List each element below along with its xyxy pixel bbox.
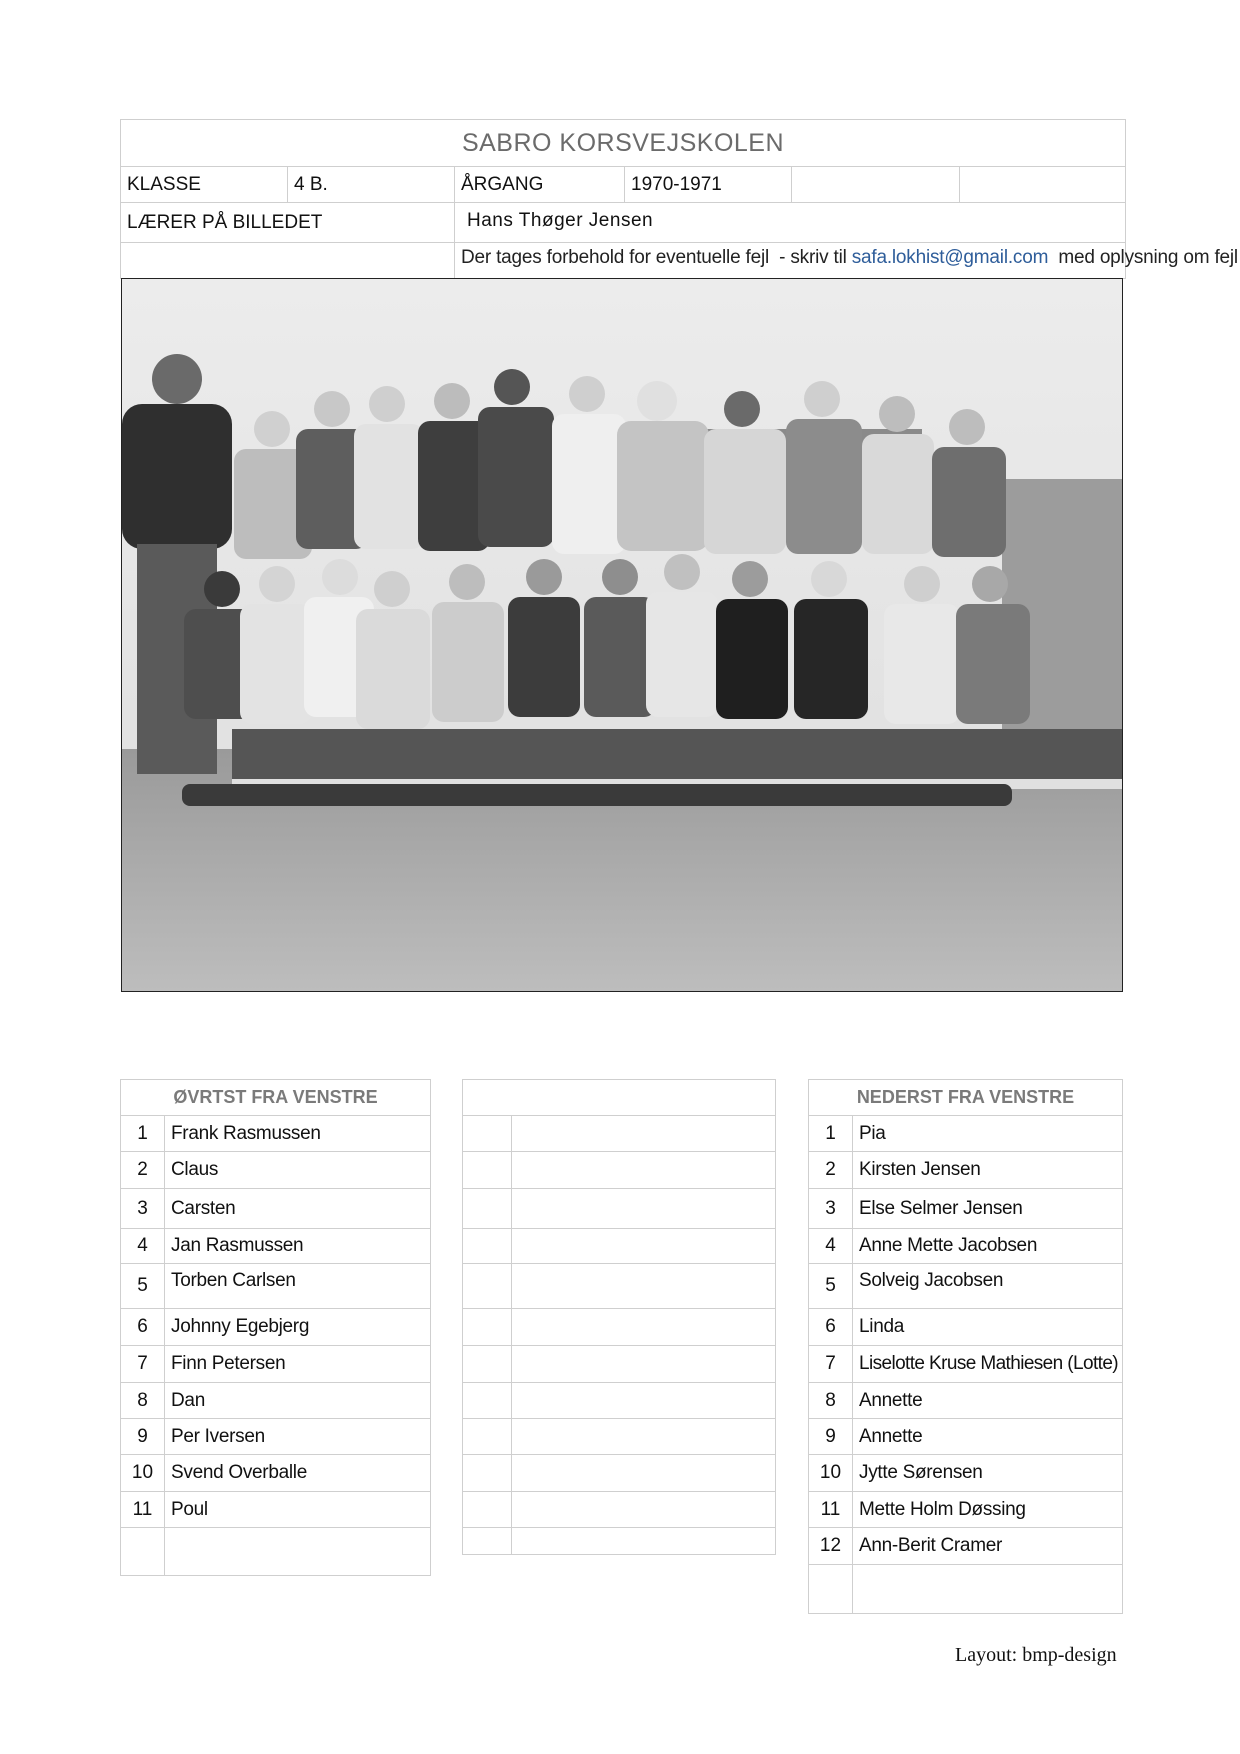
pupil-name: Poul [171,1498,208,1520]
row-number [463,1492,512,1527]
pupil-name: Annette [859,1389,923,1411]
pupil-name: Linda [859,1316,904,1337]
table-row [463,1383,775,1419]
empty-cell [960,167,1127,202]
table-row [463,1309,775,1346]
pupil-name: Liselotte Kruse Mathiesen (Lotte) [859,1353,1119,1374]
row-number: 4 [809,1229,853,1263]
pupil-name: Kirsten Jensen [859,1159,981,1180]
row-number: 12 [809,1528,853,1564]
table-row [809,1152,1122,1189]
class-label: KLASSE [121,167,288,202]
row-number [463,1152,512,1188]
pupil-name: Mette Holm Døssing [859,1498,1026,1520]
row-number: 4 [121,1229,165,1263]
table-row [809,1189,1122,1229]
table-row [121,1419,430,1455]
class-value: 4 B. [288,167,455,202]
table-row [121,1383,430,1419]
row-number [463,1528,512,1554]
class-photo [121,278,1123,992]
empty-cell [792,167,960,202]
row-number [809,1565,853,1613]
pupil-name: Solveig Jacobsen [859,1270,1004,1291]
pupil-name: Else Selmer Jensen [859,1197,1023,1219]
teacher-label: LÆRER PÅ BILLEDET [121,203,455,242]
row-number: 3 [809,1189,853,1228]
table-row [463,1528,775,1554]
row-number: 5 [809,1264,853,1308]
table-row [121,1492,430,1528]
row-number [463,1419,512,1454]
row-number: 1 [809,1116,853,1151]
middle-table [462,1079,776,1555]
shoes [182,784,1012,806]
row-number: 6 [121,1309,165,1345]
disclaimer-text: Der tages forbehold for eventuelle fejl - skriv til [461,247,852,268]
pupil-name: Ann-Berit Cramer [859,1535,1003,1556]
table-row [809,1116,1122,1152]
table-row [809,1419,1122,1455]
row-number [463,1346,512,1382]
table-row [121,1189,430,1229]
bottom-row-heading: NEDERST FRA VENSTRE [809,1080,1122,1116]
row-number: 10 [121,1455,165,1491]
table-row [463,1419,775,1455]
row-number [463,1383,512,1418]
year-label: ÅRGANG [455,167,625,202]
school-title: SABRO KORSVEJSKOLEN [121,120,1125,167]
row-number [463,1264,512,1308]
row-number: 5 [121,1264,165,1308]
table-row [463,1346,775,1383]
row-number: 9 [809,1419,853,1454]
pupil-name: Dan [171,1389,205,1411]
pupil-name: Svend Overballe [171,1462,307,1483]
row-number [121,1528,165,1575]
table-row [463,1189,775,1229]
pupil-name: Johnny Egebjerg [171,1316,310,1337]
table-row [809,1383,1122,1419]
row-number [463,1455,512,1491]
row-number: 8 [809,1383,853,1418]
row-number [463,1309,512,1345]
disclaimer [455,243,1238,279]
teacher-name: Hans Thøger Jensen [467,209,654,231]
table-row [809,1346,1122,1383]
teacher-row [121,203,1125,243]
row-number: 8 [121,1383,165,1418]
table-row [809,1229,1122,1264]
row-number: 7 [121,1346,165,1382]
table-row [121,1152,430,1189]
empty-cell [121,243,455,279]
disclaimer-text-end: med oplysning om fejl [1048,247,1238,268]
middle-heading [463,1080,775,1116]
pupil-name: Carsten [171,1197,236,1219]
row-number: 9 [121,1419,165,1454]
table-row [463,1264,775,1309]
header-table [120,119,1238,279]
row-number: 7 [809,1346,853,1382]
pupil-name: Anne Mette Jacobsen [859,1235,1038,1256]
table-row [463,1229,775,1264]
row-number [463,1229,512,1263]
row-number [463,1116,512,1151]
table-row [121,1346,430,1383]
row-number: 11 [809,1492,853,1527]
row-number: 1 [121,1116,165,1151]
table-row [809,1528,1122,1565]
row-number [463,1189,512,1228]
pupil-name: Jytte Sørensen [859,1462,983,1483]
pupil-name: Torben Carlsen [171,1270,296,1291]
pupil-name: Per Iversen [171,1425,265,1447]
row-number: 10 [809,1455,853,1491]
top-row-heading: ØVRTST FRA VENSTRE [121,1080,430,1116]
layout-credit: Layout: bmp-design [955,1644,1117,1666]
table-row [463,1152,775,1189]
pupil-name: Frank Rasmussen [171,1122,321,1144]
class-photo-illustration [122,279,1122,991]
table-row [463,1492,775,1528]
pupil-name: Pia [859,1122,886,1144]
table-row [121,1264,430,1309]
table-row [809,1565,1122,1613]
email-link[interactable]: safa.lokhist@gmail.com [851,247,1049,268]
table-row [121,1528,430,1575]
table-row [809,1492,1122,1528]
row-number: 2 [809,1152,853,1188]
disclaimer-row [121,243,1238,279]
table-row [809,1455,1122,1492]
table-row [809,1309,1122,1346]
pupil-name: Claus [171,1159,219,1180]
table-row [121,1229,430,1264]
row-number: 3 [121,1189,165,1228]
row-number: 6 [809,1309,853,1345]
year-value: 1970-1971 [625,167,792,202]
bottom-row-table [808,1079,1123,1614]
table-row [121,1116,430,1152]
pupil-name: Jan Rasmussen [171,1235,304,1256]
row-number: 2 [121,1152,165,1188]
table-row [463,1116,775,1152]
table-row [121,1455,430,1492]
top-row-table [120,1079,431,1576]
pupil-name: Finn Petersen [171,1353,286,1374]
class-year-row [121,167,1125,203]
table-row [809,1264,1122,1309]
table-row [121,1309,430,1346]
row-number: 11 [121,1492,165,1527]
table-row [463,1455,775,1492]
pupil-name: Annette [859,1425,923,1447]
